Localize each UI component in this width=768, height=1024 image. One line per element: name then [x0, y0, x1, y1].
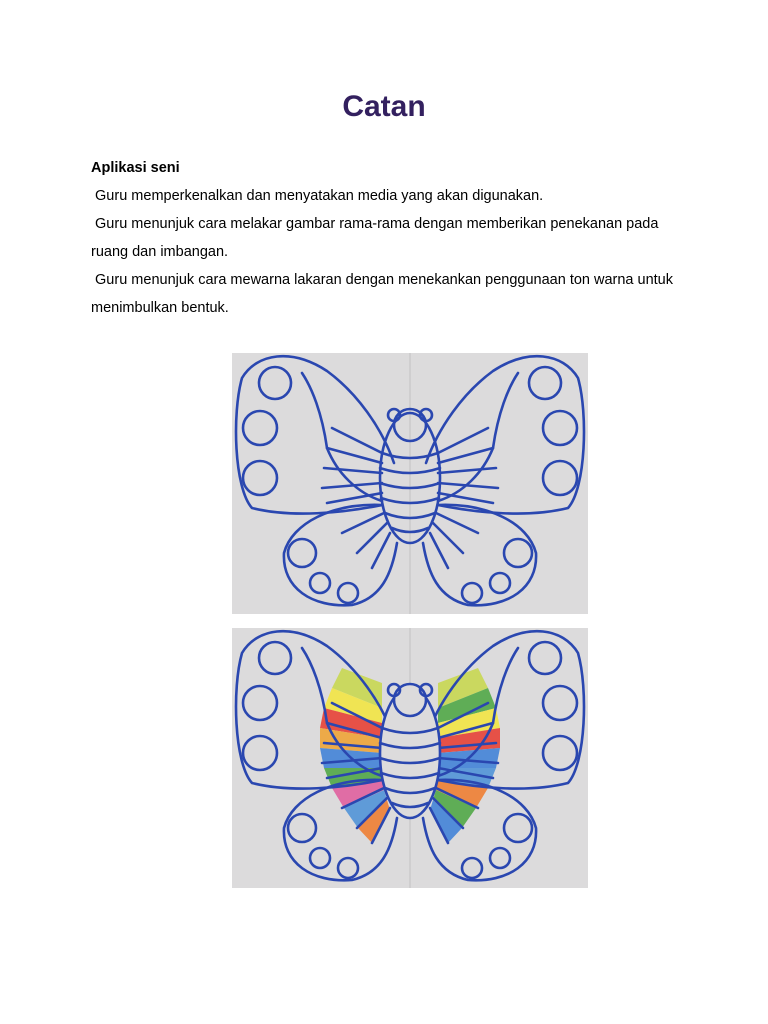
section-heading: Aplikasi seni [91, 160, 180, 176]
document-body [91, 154, 690, 322]
butterfly-colored-photo [232, 628, 588, 888]
butterfly-outline-photo [232, 353, 588, 614]
paragraph-coloring: Guru menunjuk cara mewarna lakaran dengan menekankan penggunaan ton warna untuk menimbulkan bentuk. [91, 272, 690, 316]
paragraph-sketch: Guru menunjuk cara melakar gambar rama-rama dengan memberikan penekanan pada ruang dan imbangan. [91, 216, 663, 260]
paragraph-media: Guru memperkenalkan dan menyatakan media yang akan digunakan. [91, 188, 544, 204]
butterfly-colored-drawing [232, 628, 588, 888]
butterfly-outline-drawing [232, 353, 588, 614]
page-title: Catan [342, 90, 426, 123]
